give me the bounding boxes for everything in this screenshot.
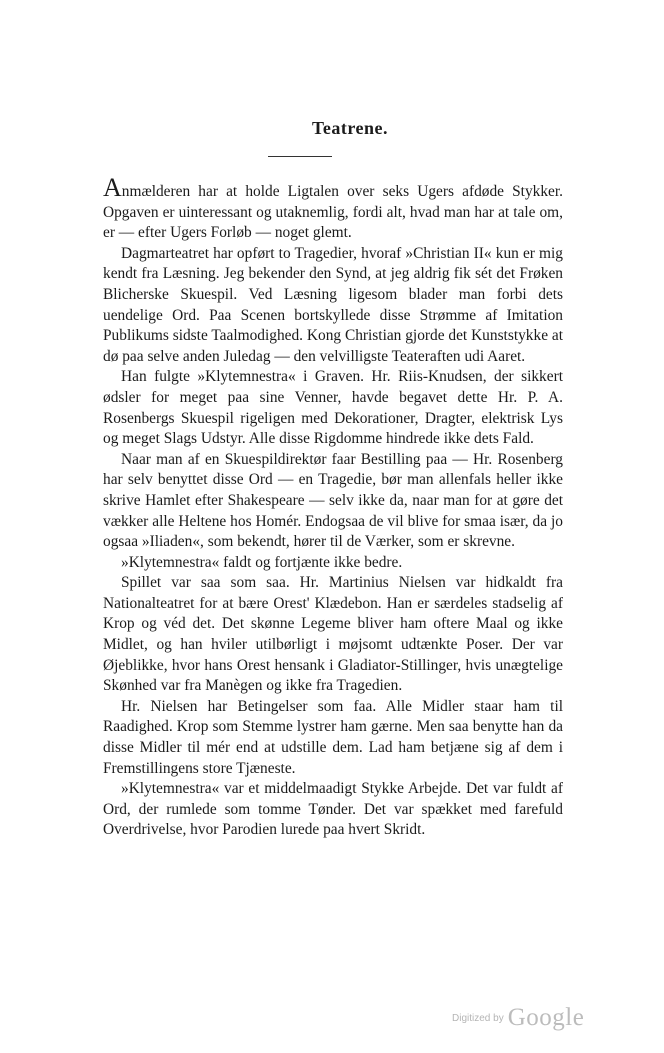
paragraph-7: Hr. Nielsen har Betingelser som faa. Alle Midler staar ham til Raadighed. Krop som Stemme lystrer ham gærne. Men saa benytte han da disse Midler til mér end at udstille dem. Lad ham betjæne sig af dem i Fremstillingens store Tjæneste. bbox=[103, 697, 563, 777]
paragraph-3: Han fulgte »Klytemnestra« i Graven. Hr. Riis-Knudsen, der sikkert ødsler for meget paa sine Venner, havde begavet dette Hr. P. A. Rosenbergs Skuespil rigeligen med Dekorationer, Dragter, elektrisk Lys og meget Slags Udstyr. Alle disse Rigdomme hindrede ikke dets Fald. bbox=[103, 368, 563, 448]
title-rule bbox=[268, 156, 332, 157]
digitized-by-google-watermark bbox=[452, 1004, 592, 1038]
paragraph-5: »Klytemnestra« faldt og fortjænte ikke bedre. bbox=[121, 553, 403, 571]
paragraph-8: »Klytemnestra« var et middelmaadigt Stykke Arbejde. Det var fuldt af Ord, der rumlede som tomme Tønder. Det var spækket med farefuld Overdrivelse, hvor Parodien lurede paa hvert Skridt. bbox=[103, 780, 563, 839]
paragraph-2: Dagmarteatret har opført to Tragedier, hvoraf »Christian II« kun er mig kendt fra Læsning. Jeg bekender den Synd, at jeg aldrig fik sét det Frøken Blicherske Skuespil. Ved Læsning ligesom blader man forbi dets uendelige Ord. Paa Scenen bortskyllede disse Strømme af Imitation Publikums sidste Taalmodighed. Kong Christian gjorde det Kunststykke at dø paa selve anden Juledag — den velvilligste Teateraften udi Aaret. bbox=[103, 244, 563, 365]
article-body bbox=[103, 173, 563, 841]
google-logo: Google bbox=[507, 1004, 585, 1031]
page-title: Teatrene. bbox=[312, 118, 388, 138]
paragraph-4: Naar man af en Skuespildirektør faar Bestilling paa — Hr. Rosenberg har selv benyttet disse Ord — en Tragedie, bør man allenfals heller ikke skrive Hamlet efter Shakespeare — selv ikke da, naar man for at gøre det vækker alle Heltene hos Homér. Endogsaa de vil blive for smaa især, da jo ogsaa »Iliaden«, som bekendt, hører til de Værker, som er skrevne. bbox=[103, 450, 563, 551]
paragraph-1: Anmælderen har at holde Ligtalen over seks Ugers afdøde Stykker. Opgaven er uinteressant og utaknemlig, fordi alt, hvad man har at tale om, er — efter Ugers Forløb — noget glemt. bbox=[103, 173, 563, 242]
digitized-label: Digitized by bbox=[452, 1013, 504, 1024]
paragraph-6: Spillet var saa som saa. Hr. Martinius Nielsen var hidkaldt fra Nationalteatret for at bære Orest' Klædebon. Han er særdeles stadselig af Krop og véd det. Det skønne Legeme bliver ham oftere Maal og ikke Midlet, og han hviler utilbørligt i møjsomt udtænkte Poser. Der var Øjeblikke, hvor hans Orest hensank i Gladiator-Stillinger, hvis unægtelige Skønhed var fra Manègen og ikke fra Tragedien. bbox=[103, 574, 563, 695]
